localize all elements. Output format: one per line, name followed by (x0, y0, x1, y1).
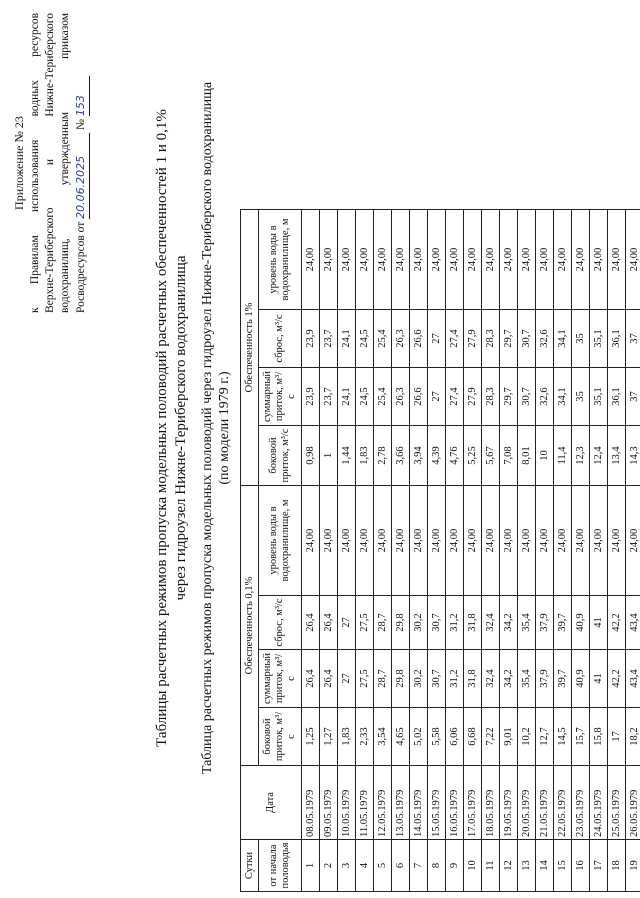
table-cell: 40,9 (572, 596, 590, 650)
table-cell: 24,00 (590, 486, 608, 596)
table-cell: 24,00 (464, 486, 482, 596)
header-level-1: уровень воды в водохранилище, м (259, 210, 302, 310)
table-cell: 3 (338, 840, 356, 892)
table-cell: 4 (356, 840, 374, 892)
table-cell: 19 (626, 840, 640, 892)
table-cell: 5 (374, 840, 392, 892)
table-cell: 21.05.1979 (536, 766, 554, 840)
table-cell: 28,7 (374, 596, 392, 650)
table-cell: 1,83 (338, 708, 356, 766)
table-cell: 31,8 (464, 596, 482, 650)
table-cell: 24,00 (356, 486, 374, 596)
table-row (338, 210, 356, 892)
appendix-line-3: водохранилищ, утвержденным приказом (59, 13, 71, 313)
table-cell: 30,2 (410, 596, 428, 650)
table-cell: 1,44 (338, 426, 356, 486)
table-cell: 24,00 (392, 210, 410, 310)
main-title-line-2: через гидроузел Нижне-Териберского водохранилища (173, 255, 189, 601)
table-cell: 26.05.1979 (626, 766, 640, 840)
table-cell: 24,00 (356, 210, 374, 310)
table-cell: 24.05.1979 (590, 766, 608, 840)
table-cell: 2,33 (356, 708, 374, 766)
table-cell: 24,00 (446, 210, 464, 310)
table-cell: 29,7 (500, 310, 518, 368)
table-cell: 26,3 (392, 368, 410, 426)
table-cell: 15,7 (572, 708, 590, 766)
header-group-1: Обеспеченность 1% (241, 210, 259, 486)
table-cell: 24,00 (302, 486, 320, 596)
table-cell: 16 (572, 840, 590, 892)
table-cell: 35 (572, 310, 590, 368)
table-cell: 4,76 (446, 426, 464, 486)
table-cell: 12,7 (536, 708, 554, 766)
table-row (446, 210, 464, 892)
table-cell: 24,00 (482, 210, 500, 310)
table-cell: 13 (518, 840, 536, 892)
table-cell: 23.05.1979 (572, 766, 590, 840)
table-cell: 31,2 (446, 650, 464, 708)
table-cell: 24,00 (446, 486, 464, 596)
table-cell: 10,2 (518, 708, 536, 766)
table-cell: 36,1 (608, 368, 626, 426)
table-cell: 4,39 (428, 426, 446, 486)
table-row (482, 210, 500, 892)
table-cell: 1,27 (320, 708, 338, 766)
table-cell: 35,4 (518, 650, 536, 708)
table-cell: 2,78 (374, 426, 392, 486)
table-cell: 29,8 (392, 596, 410, 650)
table-cell: 32,6 (536, 310, 554, 368)
table-cell: 11,4 (554, 426, 572, 486)
table-cell: 41 (590, 596, 608, 650)
table-row (500, 210, 518, 892)
number-sign: № (75, 119, 87, 130)
table-row (410, 210, 428, 892)
table-row (428, 210, 446, 892)
table-cell: 29,8 (392, 650, 410, 708)
table-row (554, 210, 572, 892)
table-row (464, 210, 482, 892)
table-row (356, 210, 374, 892)
table-cell: 10 (536, 426, 554, 486)
table-cell: 17 (608, 708, 626, 766)
main-title-line-1: Таблицы расчетных режимов пропуска модельных половодий расчетных обеспеченностей 1 и 0,1% (154, 109, 170, 747)
table-cell: 1,83 (356, 426, 374, 486)
table-cell: 8 (428, 840, 446, 892)
table-cell: 1 (302, 840, 320, 892)
table-cell: 4,65 (392, 708, 410, 766)
table-cell: 42,2 (608, 596, 626, 650)
table-cell: 7,22 (482, 708, 500, 766)
table-cell: 24,00 (500, 486, 518, 596)
table-cell: 15,8 (590, 708, 608, 766)
table-cell: 08.05.1979 (302, 766, 320, 840)
table-cell: 34,2 (500, 650, 518, 708)
table-cell: 22.05.1979 (554, 766, 572, 840)
table-cell: 43,4 (626, 596, 640, 650)
table-cell: 11.05.1979 (356, 766, 374, 840)
table-cell: 24,00 (554, 486, 572, 596)
table-cell: 25.05.1979 (608, 766, 626, 840)
table-cell: 12,4 (590, 426, 608, 486)
table-cell: 19.05.1979 (500, 766, 518, 840)
table-cell: 10.05.1979 (338, 766, 356, 840)
table-cell: 24,5 (356, 310, 374, 368)
table-cell: 6 (392, 840, 410, 892)
table-body (302, 210, 640, 892)
table-cell: 24,00 (320, 210, 338, 310)
header-bokovoy-1: боковой приток, м³/с (259, 426, 302, 486)
table-cell: 24,00 (410, 210, 428, 310)
table-cell: 24,00 (518, 486, 536, 596)
table-cell: 37 (626, 310, 640, 368)
table-cell: 24,00 (554, 210, 572, 310)
table-cell: 24,00 (374, 486, 392, 596)
table-cell: 27,5 (356, 650, 374, 708)
table-cell: 24,00 (608, 486, 626, 596)
table-cell: 26,4 (320, 650, 338, 708)
flood-table (240, 209, 640, 892)
table-cell: 42,2 (608, 650, 626, 708)
header-group-01: Обеспеченность 0,1% (241, 486, 259, 766)
table-cell: 24,00 (392, 486, 410, 596)
table-cell: 32,4 (482, 650, 500, 708)
table-cell: 20.05.1979 (518, 766, 536, 840)
main-title (153, 48, 191, 808)
table-cell: 24,00 (428, 486, 446, 596)
table-cell: 8,01 (518, 426, 536, 486)
table-cell: 12,3 (572, 426, 590, 486)
table-cell: 24,1 (338, 310, 356, 368)
table-cell: 29,7 (500, 368, 518, 426)
table-cell: 37,9 (536, 596, 554, 650)
table-cell: 23,7 (320, 368, 338, 426)
table-cell: 15 (554, 840, 572, 892)
table-cell: 6,06 (446, 708, 464, 766)
table-cell: 28,7 (374, 650, 392, 708)
table-cell: 09.05.1979 (320, 766, 338, 840)
table-cell: 24,00 (536, 210, 554, 310)
table-cell: 36,1 (608, 310, 626, 368)
table-row (374, 210, 392, 892)
table-cell: 39,7 (554, 650, 572, 708)
handwritten-number: 153 (74, 95, 87, 117)
table-cell: 18 (608, 840, 626, 892)
table-cell: 17.05.1979 (464, 766, 482, 840)
table-cell: 35 (572, 368, 590, 426)
table-cell: 14,3 (626, 426, 640, 486)
table-cell: 23,9 (302, 368, 320, 426)
table-row (392, 210, 410, 892)
table-cell: 24,00 (428, 210, 446, 310)
table-cell: 30,7 (518, 368, 536, 426)
table-cell: 6,68 (464, 708, 482, 766)
table-cell: 27,4 (446, 310, 464, 368)
table-cell: 23,7 (320, 310, 338, 368)
table-cell: 24,00 (320, 486, 338, 596)
table-cell: 3,54 (374, 708, 392, 766)
table-cell: 2 (320, 840, 338, 892)
table-cell: 24,00 (572, 210, 590, 310)
header-sbros-1: сброс, м³/с (259, 310, 302, 368)
table-cell: 12 (500, 840, 518, 892)
table-cell: 41 (590, 650, 608, 708)
table-cell: 18.05.1979 (482, 766, 500, 840)
appendix-title: Приложение № 23 (12, 116, 26, 210)
table-cell: 24,00 (410, 486, 428, 596)
table-cell: 27,9 (464, 368, 482, 426)
table-cell: 10 (464, 840, 482, 892)
table-cell: 13,4 (608, 426, 626, 486)
table-title-line-2: (по модели 1979 г.) (217, 371, 232, 485)
table-cell: 7 (410, 840, 428, 892)
table-cell: 27,4 (446, 368, 464, 426)
table-cell: 37,9 (536, 650, 554, 708)
table-cell: 30,2 (410, 650, 428, 708)
table-cell: 26,6 (410, 368, 428, 426)
table-cell: 7,08 (500, 426, 518, 486)
table-cell: 3,94 (410, 426, 428, 486)
appendix-date-prefix: Росводресурсов от (75, 221, 87, 313)
table-row (626, 210, 640, 892)
table-cell: 24,00 (590, 210, 608, 310)
appendix-line-1: к Правилам использования водных ресурсов (29, 13, 41, 313)
header-summ-1: суммарный приток, м³/с (259, 368, 302, 426)
table-cell: 14 (536, 840, 554, 892)
table-cell: 1 (320, 426, 338, 486)
table-cell: 27 (428, 368, 446, 426)
table-cell: 24,00 (482, 486, 500, 596)
table-row (302, 210, 320, 892)
table-cell: 12.05.1979 (374, 766, 392, 840)
table-cell: 18,2 (626, 708, 640, 766)
table-cell: 24,00 (572, 486, 590, 596)
table-title (199, 48, 233, 808)
table-cell: 30,7 (428, 596, 446, 650)
table-row (320, 210, 338, 892)
table-cell: 26,3 (392, 310, 410, 368)
table-cell: 0,98 (302, 426, 320, 486)
table-cell: 1,25 (302, 708, 320, 766)
table-cell: 39,7 (554, 596, 572, 650)
table-cell: 26,4 (302, 650, 320, 708)
table-cell: 9 (446, 840, 464, 892)
header-sbros-01: сброс, м³/с (259, 596, 302, 650)
table-cell: 35,4 (518, 596, 536, 650)
table-cell: 27 (428, 310, 446, 368)
table-cell: 28,3 (482, 368, 500, 426)
appendix-line-4 (73, 13, 90, 313)
table-cell: 27,9 (464, 310, 482, 368)
table-cell: 5,58 (428, 708, 446, 766)
table-cell: 26,4 (302, 596, 320, 650)
table-cell: 35,1 (590, 310, 608, 368)
table-cell: 30,7 (428, 650, 446, 708)
table-cell: 34,1 (554, 310, 572, 368)
table-cell: 24,00 (338, 486, 356, 596)
table-cell: 32,6 (536, 368, 554, 426)
table-cell: 14.05.1979 (410, 766, 428, 840)
table-cell: 15.05.1979 (428, 766, 446, 840)
handwritten-date: 20.06.2025 (74, 155, 87, 219)
header-level-01: уровень воды в водохранилище, м (259, 486, 302, 596)
table-cell: 5,25 (464, 426, 482, 486)
header-ot-nachala: от начала половодья (259, 840, 302, 892)
table-cell: 24,5 (356, 368, 374, 426)
table-cell: 34,2 (500, 596, 518, 650)
table-cell: 24,00 (464, 210, 482, 310)
table-cell: 3,66 (392, 426, 410, 486)
table-cell: 17 (590, 840, 608, 892)
table-cell: 5,67 (482, 426, 500, 486)
table-cell: 5,02 (410, 708, 428, 766)
table-row (590, 210, 608, 892)
table-row (536, 210, 554, 892)
header-sutki: Сутки (241, 840, 259, 892)
header-bokovoy-01: боковой приток, м³/с (259, 708, 302, 766)
table-cell: 32,4 (482, 596, 500, 650)
table-row (518, 210, 536, 892)
table-cell: 27,5 (356, 596, 374, 650)
table-cell: 24,00 (536, 486, 554, 596)
table-cell: 16.05.1979 (446, 766, 464, 840)
table-cell: 24,00 (302, 210, 320, 310)
table-title-line-1: Таблица расчетных режимов пропуска модельных половодий через гидроузел Нижне-Териберского водохранилища (200, 81, 215, 775)
appendix-block (12, 13, 90, 313)
table-cell: 30,7 (518, 310, 536, 368)
table-cell: 23,9 (302, 310, 320, 368)
table-cell: 25,4 (374, 310, 392, 368)
table-cell: 37 (626, 368, 640, 426)
table-cell: 27 (338, 650, 356, 708)
table-cell: 13.05.1979 (392, 766, 410, 840)
table-cell: 40,9 (572, 650, 590, 708)
table-cell: 24,00 (608, 210, 626, 310)
table-cell: 34,1 (554, 368, 572, 426)
table-cell: 25,4 (374, 368, 392, 426)
table-cell: 11 (482, 840, 500, 892)
table-row (608, 210, 626, 892)
table-cell: 24,00 (518, 210, 536, 310)
table-cell: 24,00 (500, 210, 518, 310)
appendix-line-2: Верхне-Териберского и Нижне-Териберского (44, 13, 56, 313)
table-cell: 27 (338, 596, 356, 650)
table-cell: 31,8 (464, 650, 482, 708)
table-cell: 14,5 (554, 708, 572, 766)
table-cell: 31,2 (446, 596, 464, 650)
table-cell: 24,00 (626, 486, 640, 596)
table-cell: 35,1 (590, 368, 608, 426)
header-summ-01: суммарный приток, м³/с (259, 650, 302, 708)
table-cell: 24,00 (626, 210, 640, 310)
table-cell: 43,4 (626, 650, 640, 708)
table-cell: 24,00 (338, 210, 356, 310)
table-cell: 26,6 (410, 310, 428, 368)
table-cell: 9,01 (500, 708, 518, 766)
table-cell: 24,00 (374, 210, 392, 310)
table-cell: 28,3 (482, 310, 500, 368)
table-cell: 24,1 (338, 368, 356, 426)
table-cell: 26,4 (320, 596, 338, 650)
header-date: Дата (241, 766, 302, 840)
table-row (572, 210, 590, 892)
